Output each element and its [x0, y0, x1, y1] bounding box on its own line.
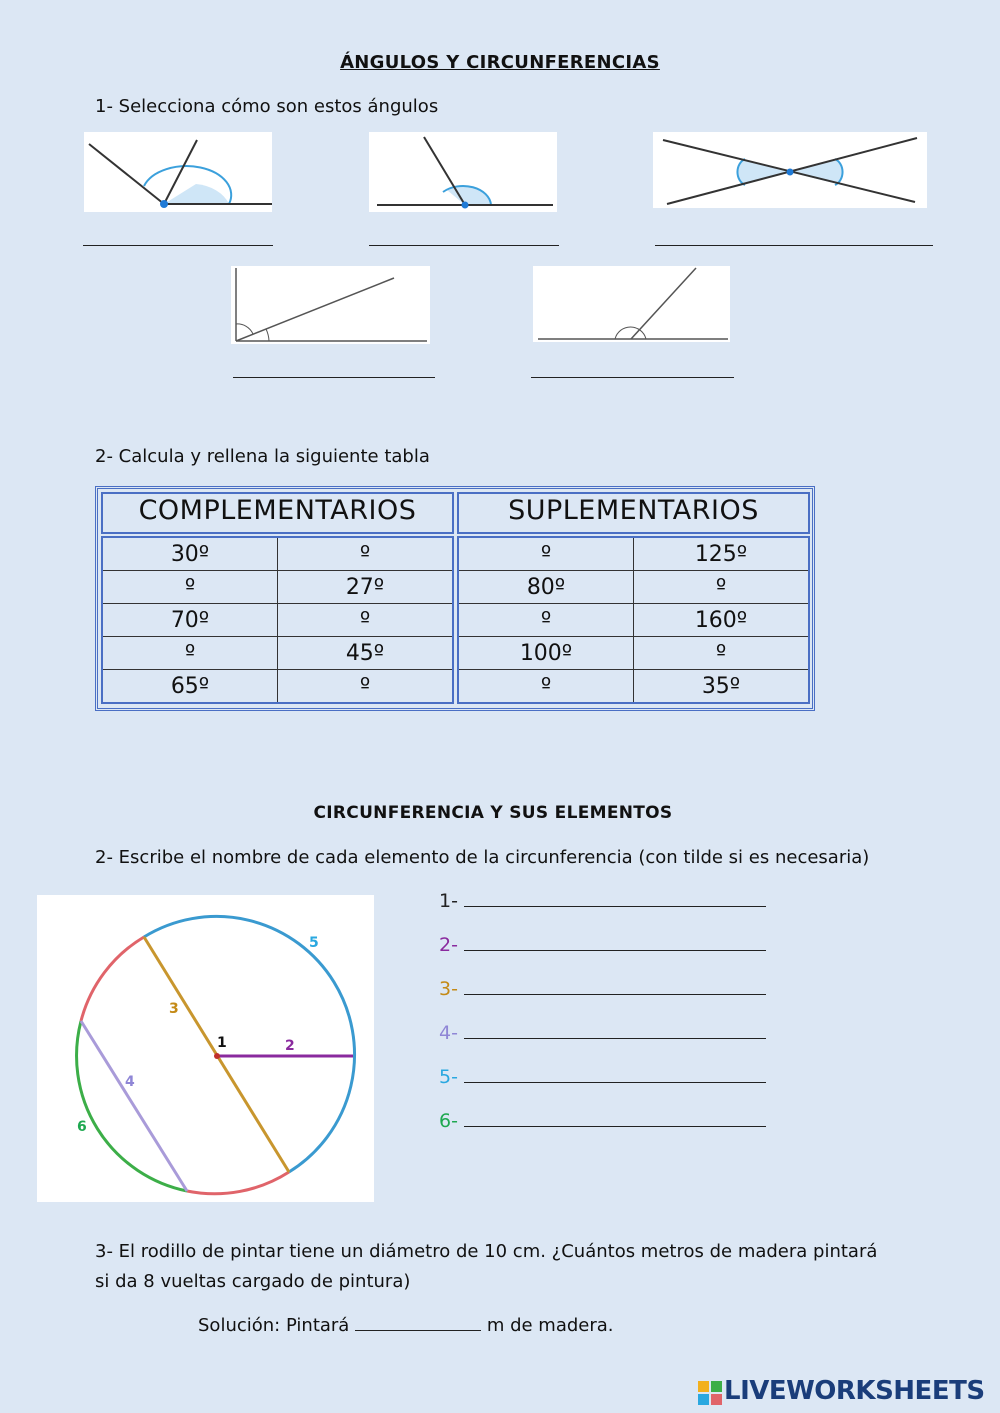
- answer-blank-4[interactable]: [464, 1022, 766, 1039]
- answer-label-6: 6-: [439, 1110, 458, 1132]
- supl-cell[interactable]: º: [634, 571, 810, 604]
- circle-label-3: 3: [169, 1001, 179, 1017]
- answer-label-3: 3-: [439, 978, 458, 1000]
- supl-cell[interactable]: 160º: [634, 604, 810, 637]
- supl-cell[interactable]: º: [634, 637, 810, 670]
- answer-blank-6[interactable]: [464, 1110, 766, 1127]
- circle-label-5: 5: [309, 935, 319, 951]
- question-3-text: 2- Escribe el nombre de cada elemento de la circunferencia (con tilde si es necesaria): [95, 847, 870, 868]
- comp-cell[interactable]: º: [102, 637, 278, 670]
- question-4-line-2: si da 8 vueltas cargado de pintura): [95, 1271, 411, 1292]
- page-title: ÁNGULOS Y CIRCUNFERENCIAS: [340, 52, 660, 73]
- answer-label-2: 2-: [439, 934, 458, 956]
- comp-cell[interactable]: º: [278, 537, 454, 571]
- answer-line-angle-1[interactable]: [83, 245, 273, 246]
- supl-cell[interactable]: º: [458, 537, 634, 571]
- answer-label-4: 4-: [439, 1022, 458, 1044]
- answer-row-3: [439, 978, 766, 1000]
- solution-row: [198, 1315, 614, 1336]
- answer-label-1: 1-: [439, 890, 458, 912]
- angle-image-4: [231, 266, 430, 344]
- supl-cell[interactable]: 35º: [634, 670, 810, 704]
- comp-cell[interactable]: 27º: [278, 571, 454, 604]
- answer-blank-5[interactable]: [464, 1066, 766, 1083]
- circle-label-2: 2: [285, 1038, 295, 1054]
- comp-cell[interactable]: º: [278, 604, 454, 637]
- circle-label-1: 1: [217, 1035, 227, 1051]
- angle-image-2: [369, 132, 557, 212]
- supl-cell[interactable]: º: [458, 670, 634, 704]
- supl-cell[interactable]: 100º: [458, 637, 634, 670]
- circle-label-4: 4: [125, 1074, 135, 1090]
- liveworksheets-logo-icon: [698, 1381, 722, 1405]
- angles-table: [95, 486, 815, 711]
- solution-blank[interactable]: [355, 1316, 481, 1331]
- supl-cell[interactable]: 125º: [634, 537, 810, 571]
- answer-blank-3[interactable]: [464, 978, 766, 995]
- question-4-line-1: 3- El rodillo de pintar tiene un diámetro de 10 cm. ¿Cuántos metros de madera pintará: [95, 1241, 878, 1262]
- answer-line-angle-2[interactable]: [369, 245, 559, 246]
- complementarios-grid: [101, 536, 454, 704]
- solution-prefix: Solución: Pintará: [198, 1315, 350, 1336]
- comp-cell[interactable]: 45º: [278, 637, 454, 670]
- header-suplementarios: SUPLEMENTARIOS: [457, 492, 810, 534]
- answer-row-2: [439, 934, 766, 956]
- comp-cell[interactable]: 30º: [102, 537, 278, 571]
- header-complementarios: COMPLEMENTARIOS: [101, 492, 454, 534]
- answer-blank-2[interactable]: [464, 934, 766, 951]
- angle-image-1: [84, 132, 272, 212]
- supl-cell[interactable]: 80º: [458, 571, 634, 604]
- comp-cell[interactable]: º: [102, 571, 278, 604]
- circle-diagram: [37, 895, 374, 1202]
- answer-line-angle-5[interactable]: [531, 377, 734, 378]
- supl-cell[interactable]: º: [458, 604, 634, 637]
- question-1-text: 1- Selecciona cómo son estos ángulos: [95, 96, 439, 117]
- comp-cell[interactable]: º: [278, 670, 454, 704]
- angle-image-3: [653, 132, 927, 208]
- answer-row-1: [439, 890, 766, 912]
- solution-suffix: m de madera.: [486, 1315, 614, 1336]
- answer-row-5: [439, 1066, 766, 1088]
- question-2-text: 2- Calcula y rellena la siguiente tabla: [95, 446, 430, 467]
- angle-image-5: [533, 266, 730, 342]
- answer-row-6: [439, 1110, 766, 1132]
- brand-name: LIVEWORKSHEETS: [724, 1376, 985, 1406]
- answer-row-4: [439, 1022, 766, 1044]
- comp-cell[interactable]: 65º: [102, 670, 278, 704]
- comp-cell[interactable]: 70º: [102, 604, 278, 637]
- answer-line-angle-4[interactable]: [233, 377, 435, 378]
- circle-label-6: 6: [77, 1119, 87, 1135]
- suplementarios-grid: [457, 536, 810, 704]
- answer-blank-1[interactable]: [464, 890, 766, 907]
- section-title-circunferencia: CIRCUNFERENCIA Y SUS ELEMENTOS: [313, 803, 673, 823]
- answer-label-5: 5-: [439, 1066, 458, 1088]
- answer-line-angle-3[interactable]: [655, 245, 933, 246]
